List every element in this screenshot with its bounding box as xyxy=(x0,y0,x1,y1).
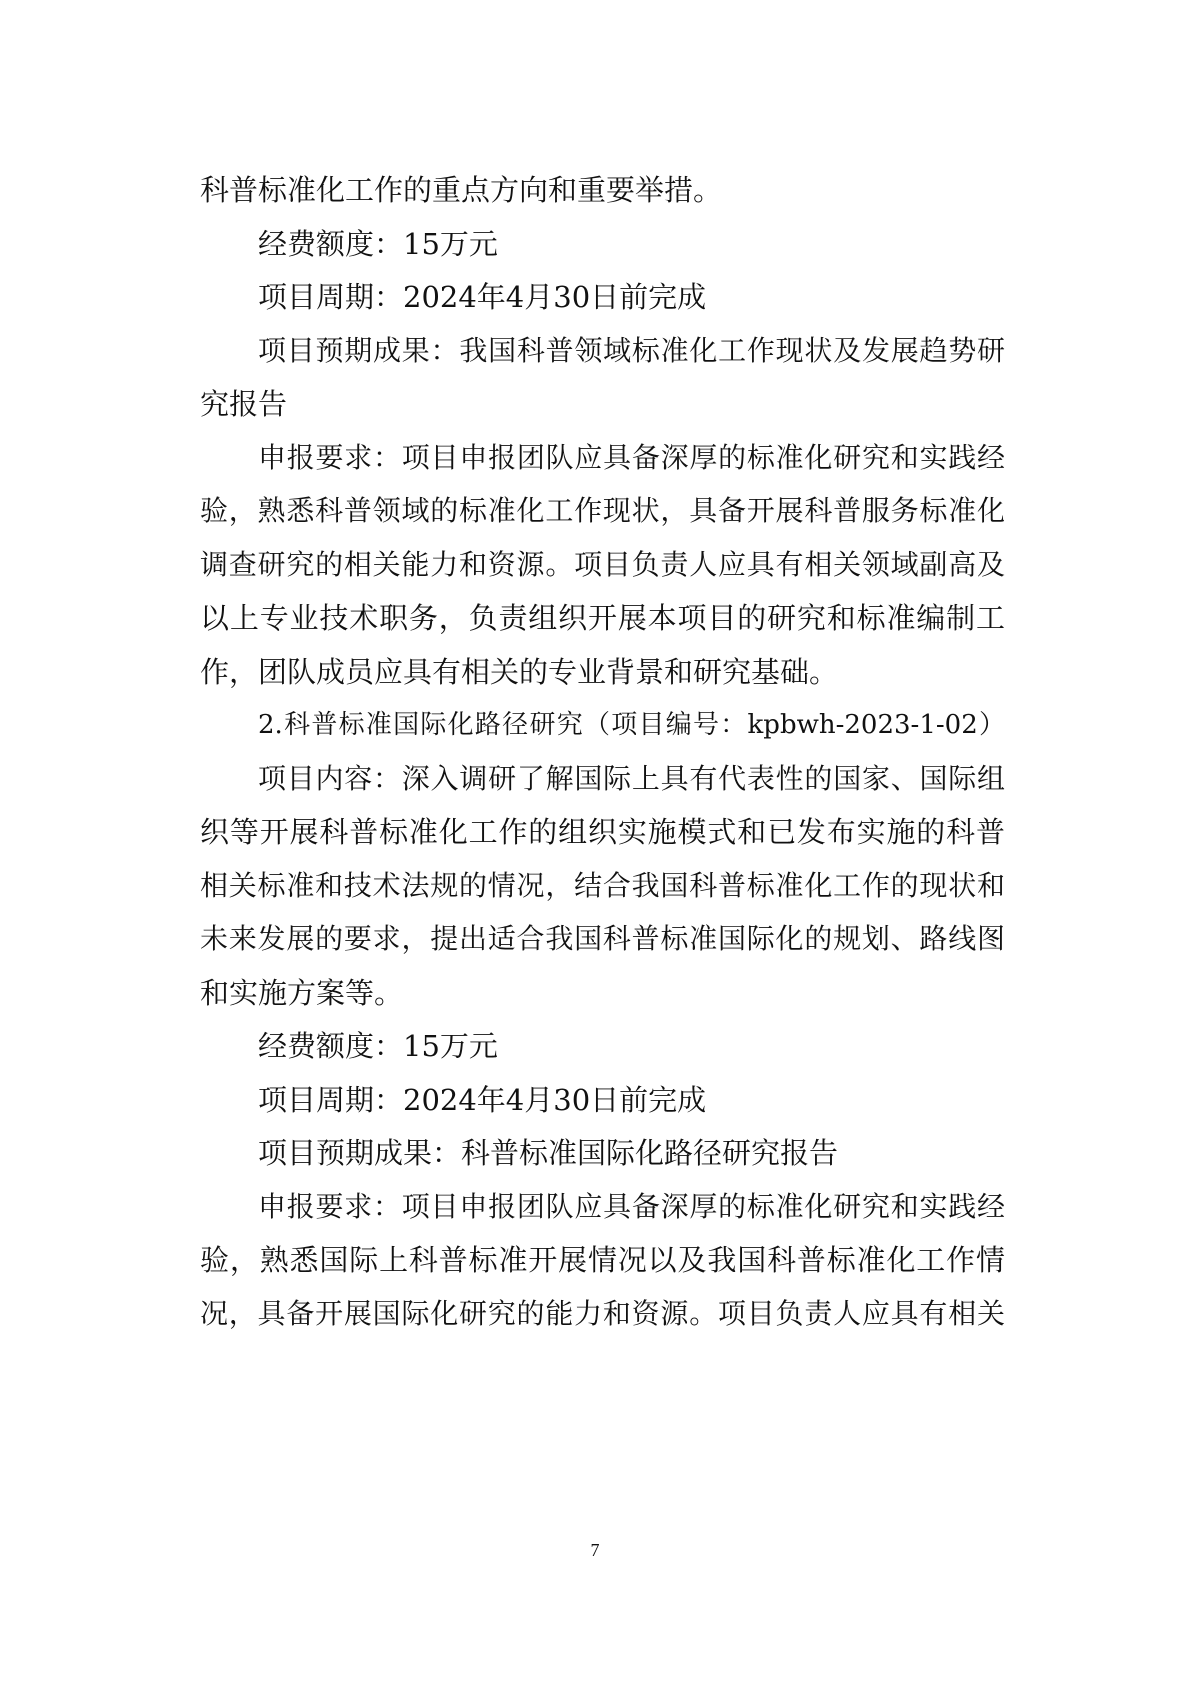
text-line-22: 况，具备开展国际化研究的能力和资源。项目负责人应具有相关 xyxy=(200,1297,1005,1330)
text-line-16: 和实施方案等。 xyxy=(200,976,404,1010)
text-line-21: 验，熟悉国际上科普标准开展情况以及我国科普标准化工作情 xyxy=(200,1243,1005,1277)
text-line-7: 验，熟悉科普领域的标准化工作现状，具备开展科普服务标准化 xyxy=(200,494,1005,527)
text-line-18: 项目周期：2024年4月30日前完成 xyxy=(258,1083,707,1117)
text-line-20: 申报要求：项目申报团队应具备深厚的标准化研究和实践经 xyxy=(258,1190,1005,1223)
text-line-3: 项目周期：2024年4月30日前完成 xyxy=(258,280,707,314)
text-line-6: 申报要求：项目申报团队应具备深厚的标准化研究和实践经 xyxy=(258,441,1005,474)
text-line-17: 经费额度：15万元 xyxy=(258,1029,498,1063)
text-line-14: 相关标准和技术法规的情况，结合我国科普标准化工作的现状和 xyxy=(200,869,1005,902)
page-number: 7 xyxy=(590,1540,600,1560)
text-line-9: 以上专业技术职务，负责组织开展本项目的研究和标准编制工 xyxy=(200,601,1005,635)
text-line-2: 经费额度：15万元 xyxy=(258,227,498,261)
text-line-8: 调查研究的相关能力和资源。项目负责人应具有相关领域副高及 xyxy=(200,548,1005,581)
text-line-1: 科普标准化工作的重点方向和重要举措。 xyxy=(200,173,723,207)
text-line-10: 作，团队成员应具有相关的专业背景和研究基础。 xyxy=(200,655,839,689)
text-line-4: 项目预期成果：我国科普领域标准化工作现状及发展趋势研 xyxy=(258,334,1005,367)
section-heading: 2.科普标准国际化路径研究（项目编号：kpbwh-2023-1-02） xyxy=(258,710,1005,740)
text-line-19: 项目预期成果：科普标准国际化路径研究报告 xyxy=(258,1136,839,1170)
text-line-12: 项目内容：深入调研了解国际上具有代表性的国家、国际组 xyxy=(258,762,1005,795)
text-line-13: 织等开展科普标准化工作的组织实施模式和已发布实施的科普 xyxy=(200,815,1005,849)
text-line-5: 究报告 xyxy=(200,387,288,421)
text-line-15: 未来发展的要求，提出适合我国科普标准国际化的规划、路线图 xyxy=(200,922,1005,955)
